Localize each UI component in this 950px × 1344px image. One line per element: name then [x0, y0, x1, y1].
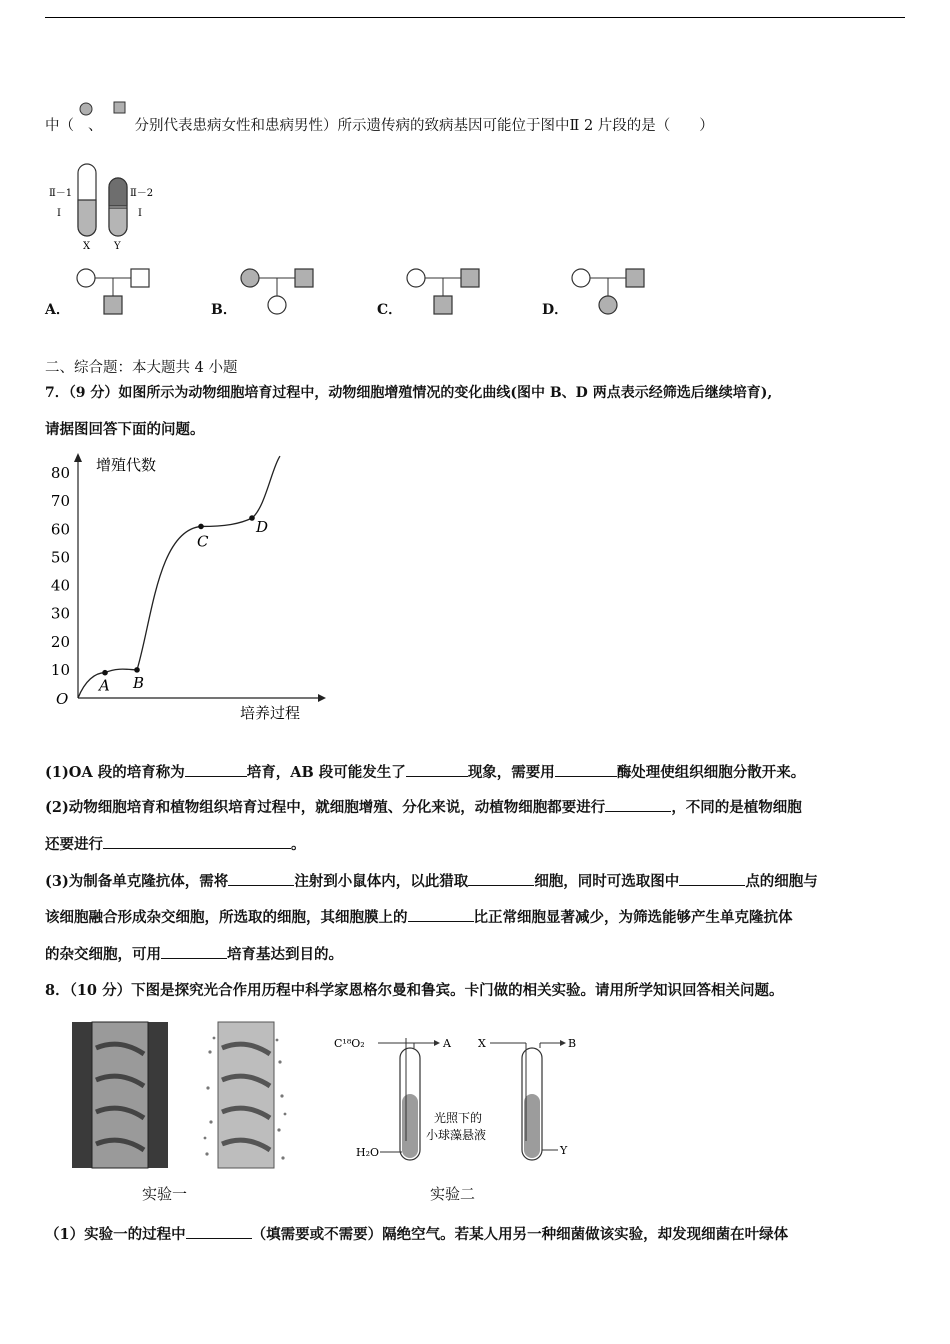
pedigree-option-d[interactable] [566, 262, 651, 320]
q8-part1: （1）实验一的过程中 （填需要或不需要）隔绝空气。若某人用另一种细菌做该实验，却发现细菌在叶绿体 [45, 1226, 789, 1243]
q7-part3b: 该细胞融合形成杂交细胞，所选取的细胞，其细胞膜上的 比正常细胞显著减少，为筛选能够产生单克隆抗体 [45, 909, 793, 926]
section-title: 二、综合题：本大题共 4 小题 [45, 360, 238, 376]
label-y: Y [560, 1144, 568, 1157]
option-a-label[interactable]: A． [45, 302, 70, 318]
blank[interactable] [103, 834, 291, 849]
experiment2-figure [330, 1026, 580, 1171]
experiment2-caption: 实验二 [430, 1185, 476, 1203]
q6-stem-pre: 中（ [45, 118, 74, 134]
blank[interactable] [161, 944, 227, 959]
blank[interactable] [468, 871, 534, 886]
q8-stem: 8．（10 分）下图是探究光合作用历程中科学家恩格尔曼和鲁宾。卡门做的相关实验。请用所学知识回答相关问题。 [45, 982, 784, 999]
q7-part1: (1)OA 段的培育称为 培育，AB 段可能发生了 现象，需要用 酶处理使组织细胞分散开来。 [45, 764, 806, 781]
q7-part3a: (3)为制备单克隆抗体，需将 注射到小鼠体内，以此猎取 细胞，同时可选取图中 点的细胞与 [45, 873, 818, 890]
point-d [249, 515, 255, 521]
q7-stem-line2: 请据图回答下面的问题。 [45, 421, 205, 438]
origin-label: O [56, 690, 69, 708]
q7-part3c: 的杂交细胞，可用 培育基达到目的。 [45, 946, 343, 963]
blank[interactable] [185, 762, 247, 777]
chrom-label-i-right: Ⅰ [138, 208, 142, 219]
q7-stem-line1: 7．（9 分）如图所示为动物细胞培育过程中，动物细胞增殖情况的变化曲线(图中 B、D 两点表示经筛选后继续培育), [45, 385, 773, 401]
q6-stem [45, 116, 714, 136]
blank[interactable] [186, 1224, 252, 1239]
label-c18o2: C¹⁸O₂ [334, 1037, 365, 1050]
point-label-d: D [256, 518, 269, 536]
q7-part2a: (2)动物细胞培育和植物组织培育过程中，就细胞增殖、分化来说，动植物细胞都要进行 ，不同的是植物细胞 [45, 799, 802, 816]
option-d-label[interactable]: D． [542, 302, 569, 318]
chrom-label-x: X [83, 241, 91, 252]
label-light-2: 小球藻悬液 [426, 1128, 487, 1142]
blank[interactable] [555, 762, 617, 777]
growth-curve [78, 456, 280, 698]
y-tick-label: 60 [50, 520, 70, 539]
y-tick-label: 20 [50, 632, 70, 651]
q6-options [45, 262, 685, 322]
blank[interactable] [408, 907, 474, 922]
point-label-c: C [197, 532, 209, 551]
y-tick-label: 80 [50, 464, 70, 482]
q6-stem-post: 分别代表患病女性和患病男性）所示遗传病的致病基因可能位于图中Ⅱ 2 片段的是（ ） [134, 118, 714, 134]
blank[interactable] [605, 797, 671, 812]
y-axis-label: 增殖代数 [96, 456, 157, 474]
y-axis-arrow [74, 453, 82, 462]
chrom-label-ii2: Ⅱ－2 [130, 188, 154, 199]
growth-chart [40, 448, 340, 728]
pedigree-option-c[interactable] [401, 262, 486, 320]
affected-male-icon [114, 102, 125, 113]
experiment1-figure [68, 1018, 308, 1173]
point-b [134, 667, 140, 673]
point-label-b: B [133, 673, 145, 692]
q7-part2b: 还要进行 。 [45, 836, 306, 853]
y-tick-label: 30 [50, 604, 70, 623]
option-b-label[interactable]: B． [211, 302, 237, 318]
point-c [198, 524, 204, 530]
legend-symbols [76, 100, 136, 120]
y-tick-label: 10 [50, 660, 70, 679]
y-tick-label: 40 [50, 576, 70, 595]
tube1-suspension [402, 1094, 418, 1158]
option-c-label[interactable]: C． [377, 302, 403, 318]
point-label-a: A [99, 676, 110, 695]
blank[interactable] [679, 871, 745, 886]
pedigree-option-a[interactable] [71, 262, 156, 320]
label-h2o: H₂O [356, 1146, 380, 1159]
experiment1-caption: 实验一 [142, 1185, 188, 1203]
point-a [102, 670, 108, 676]
chrom-label-ii1: Ⅱ－1 [49, 188, 73, 199]
xy-chromosome-diagram [45, 160, 165, 255]
blank[interactable] [406, 762, 468, 777]
label-a: A [443, 1037, 451, 1050]
y-tick-label: 50 [50, 548, 70, 567]
label-x: X [478, 1037, 486, 1050]
affected-female-icon [80, 103, 92, 115]
header-rule [45, 17, 905, 18]
label-b: B [568, 1037, 577, 1050]
chrom-label-i-left: Ⅰ [57, 208, 61, 219]
x-axis-label: 培养过程 [240, 704, 301, 722]
chrom-label-y: Y [114, 241, 121, 252]
y-tick-label: 70 [50, 492, 70, 511]
label-light-1: 光照下的 [434, 1111, 483, 1125]
x-axis-arrow [318, 694, 326, 702]
blank[interactable] [228, 871, 294, 886]
q6-stem-sep: 、 [88, 118, 103, 134]
pedigree-option-b[interactable] [235, 262, 320, 320]
